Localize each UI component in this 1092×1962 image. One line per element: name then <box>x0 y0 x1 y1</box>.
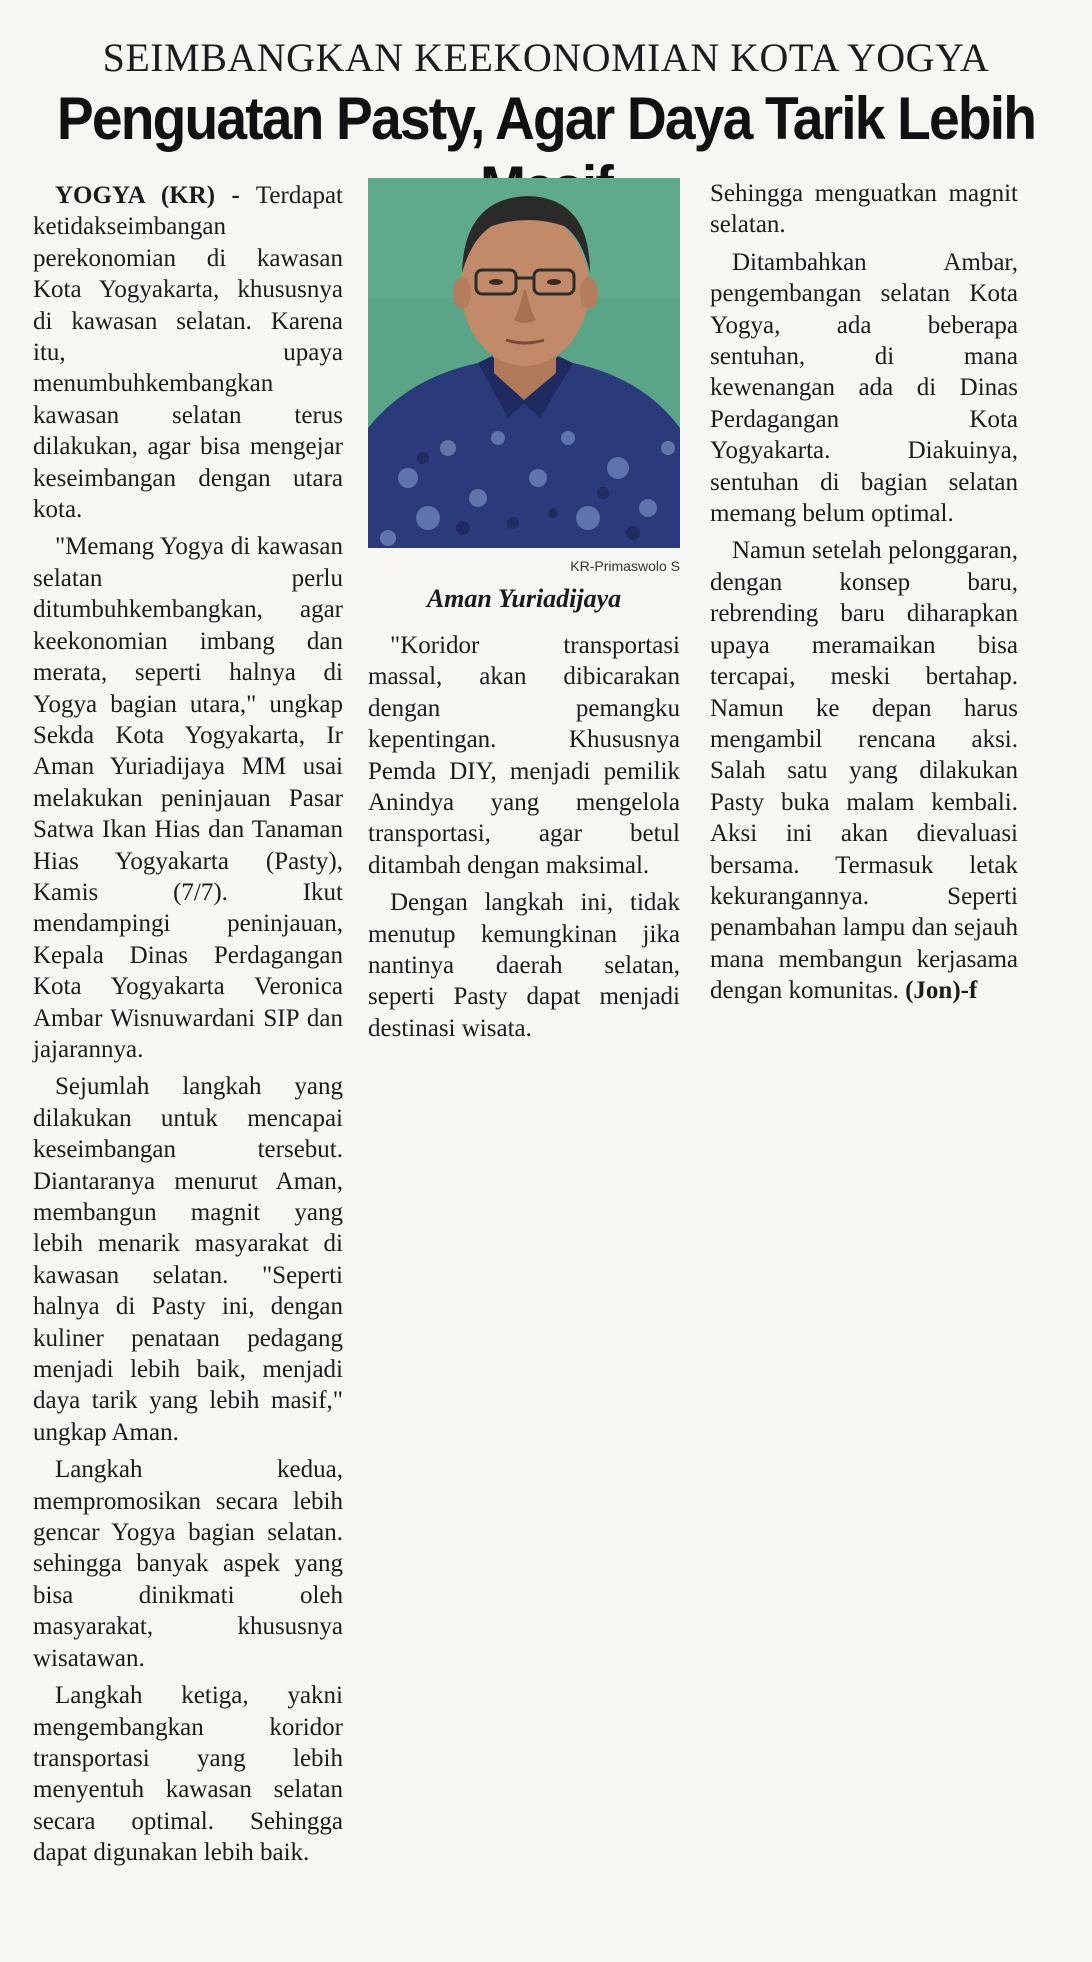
portrait-photo <box>368 178 680 548</box>
paragraph: Ditambahkan Ambar, pengembangan selatan Kota Yogya, ada beberapa sentuhan, di mana kewenangan ada di Dinas Perdagangan Kota Yogyakarta. Diakuinya, sentuhan di bagian selatan memang belum optimal. <box>710 248 1018 528</box>
paragraph: "Koridor transportasi massal, akan dibicarakan dengan pemangku kepentingan. Khususnya Pemda DIY, menjadi pemilik Anindya yang mengelola transportasi, agar betul ditambah dengan maksimal. <box>368 632 680 879</box>
paragraph: Sejumlah langkah yang dilakukan untuk mencapai keseimbangan tersebut. Diantaranya menurut Aman, membangun magnit yang lebih menarik masyarakat di kawasan selatan. "Seperti halnya di Pasty ini, dengan kuliner penataan pedagang menjadi lebih baik, menjadi daya tarik yang lebih masif," ungkap Aman. <box>33 1073 343 1446</box>
paragraph-text: Terdapat ketidakseimbangan perekonomian di kawasan Kota Yogyakarta, khususnya di kawasan selatan. Karena itu, upaya menumbuhkembangkan kawasan selatan terus dilakukan, agar bisa mengejar keseimbangan dengan utara kota. <box>33 182 343 524</box>
byline: (Jon)-f <box>905 977 978 1005</box>
portrait-illustration <box>368 178 680 548</box>
photo-caption: Aman Yuriadijaya <box>426 584 622 613</box>
paragraph: Langkah ketiga, yakni mengembangkan koridor transportasi yang lebih menyentuh kawasan selatan secara optimal. Sehingga dapat digunakan lebih baik. <box>33 1682 343 1867</box>
paragraph: Sehingga menguatkan magnit selatan. <box>710 180 1018 239</box>
paragraph: "Memang Yogya di kawasan selatan perlu ditumbuhkembangkan, agar keekonomian imbang dan merata, seperti halnya di Yogya bagian utara," ungkap Sekda Kota Yogyakarta, Ir Aman Yuriadijaya MM usai melakukan peninjauan Pasar Satwa Ikan Hias dan Tanaman Hias Yogyakarta (Pasty), Kamis (7/7). Ikut mendampingi peninjauan, Kepala Dinas Perdagangan Kota Yogyakarta Veronica Ambar Wisnuwardani SIP dan jajarannya. <box>33 533 343 1063</box>
article-headline: Penguatan Pasty, Agar Daya Tarik Lebih <box>56 85 1036 152</box>
article-column-3 <box>710 178 1018 1013</box>
article-column-2 <box>368 630 680 1050</box>
paragraph-text: Namun setelah pelonggaran, dengan konsep baru, rebrending baru diharapkan upaya meramaikan bisa tercapai, meski bertahap. Namun ke depan harus mengambil rencana aksi. Salah satu yang dilakukan Pasty buka malam kembali. Aksi ini akan dievaluasi bersama. Termasuk letak kekurangannya. Seperti penambahan lampu dan sejauh mana membangun kerjasama dengan komunitas. <box>710 537 1018 1005</box>
photo-credit: KR-Primaswolo S <box>570 558 680 574</box>
paragraph: Langkah kedua, mempromosikan secara lebih gencar Yogya bagian selatan. sehingga banyak aspek yang bisa dinikmati oleh masyarakat, khususnya wisatawan. <box>33 1456 343 1672</box>
paragraph: Dengan langkah ini, tidak menutup kemungkinan jika nantinya daerah selatan, seperti Pasty dapat menjadi destinasi wisata. <box>368 889 680 1042</box>
paragraph <box>33 180 343 525</box>
paragraph <box>710 535 1018 1006</box>
article-column-1 <box>33 180 343 1875</box>
dateline: YOGYA (KR) - <box>55 182 240 209</box>
article-kicker: SEIMBANGKAN KEEKONOMIAN KOTA YOGYA <box>102 35 990 80</box>
